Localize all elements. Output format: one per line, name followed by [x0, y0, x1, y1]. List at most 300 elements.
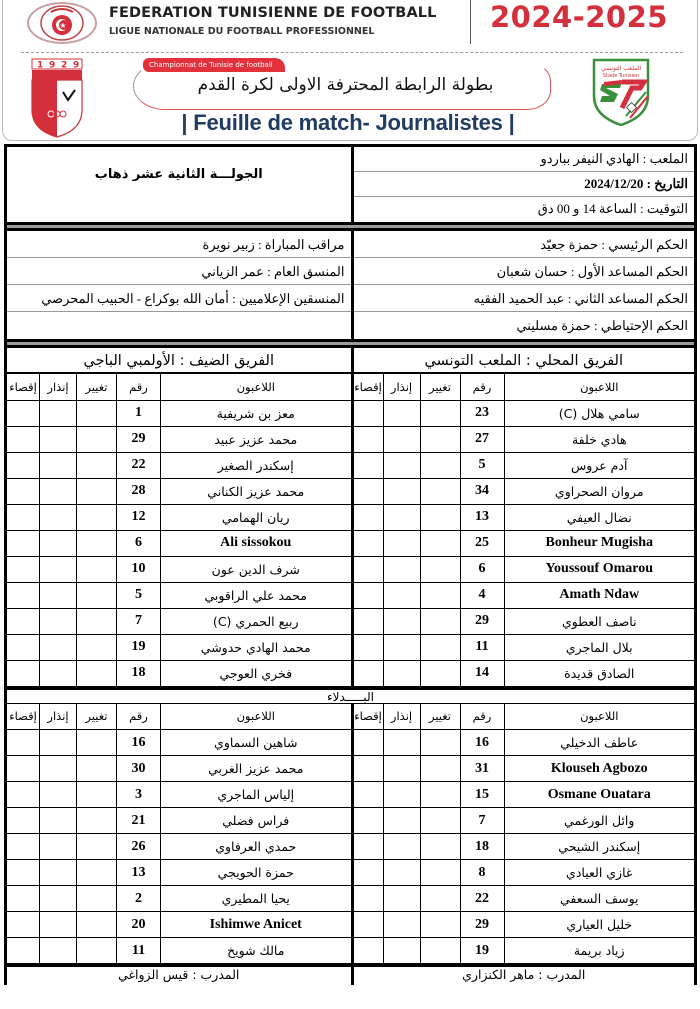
player-number: 15 [460, 782, 504, 808]
substitution-cell [420, 530, 460, 556]
column-header-substitution: تغيير [77, 374, 117, 400]
sheet-title: | Feuille de match- Journalistes | [181, 110, 515, 135]
player-number: 6 [460, 556, 504, 582]
player-number: 7 [460, 808, 504, 834]
player-row [7, 426, 351, 452]
player-name: معز بن شريفية [161, 400, 351, 426]
player-name: شاهين السماوي [161, 730, 351, 756]
player-name: Osmane Ouatara [504, 782, 694, 808]
warning-cell [40, 608, 77, 634]
player-row [7, 756, 351, 782]
player-number: 3 [117, 782, 161, 808]
expulsion-cell [354, 886, 384, 912]
warning-cell [40, 634, 77, 660]
substitution-cell [420, 808, 460, 834]
expulsion-cell [7, 582, 40, 608]
warning-cell [40, 660, 77, 686]
expulsion-cell [7, 886, 40, 912]
player-name: حمدي العرفاوي [161, 834, 351, 860]
player-name: وائل الورغمي [504, 808, 694, 834]
officials [4, 231, 697, 339]
column-header-number: رقم [460, 374, 504, 400]
warning-cell [383, 582, 420, 608]
substitution-cell [420, 452, 460, 478]
assistant1-field: الحكم المساعد الأول : حسان شعبان [354, 258, 695, 285]
player-row [7, 730, 351, 756]
home-starters-table [354, 374, 695, 687]
expulsion-cell [7, 608, 40, 634]
warning-cell [40, 860, 77, 886]
svg-text:2: 2 [61, 60, 68, 71]
expulsion-cell [7, 808, 40, 834]
warning-cell [40, 400, 77, 426]
substitution-cell [77, 886, 117, 912]
substitution-cell [77, 660, 117, 686]
substitution-cell [420, 782, 460, 808]
svg-text:9: 9 [49, 60, 56, 71]
player-row [354, 582, 695, 608]
player-row [7, 530, 351, 556]
round-cell [7, 147, 351, 222]
championship-arabic-title: بطولة الرابطة المحترفة الاولى لكرة القدم [197, 75, 494, 95]
substitution-cell [420, 608, 460, 634]
player-name: فراس فضلي [161, 808, 351, 834]
expulsion-cell [7, 400, 40, 426]
expulsion-cell [354, 782, 384, 808]
substitution-cell [77, 478, 117, 504]
player-name: فخري العوجي [161, 660, 351, 686]
expulsion-cell [7, 478, 40, 504]
player-row [354, 426, 695, 452]
expulsion-cell [354, 860, 384, 886]
substitution-cell [77, 634, 117, 660]
home-subs-table [354, 704, 695, 965]
olympique-beja-logo-icon [31, 58, 83, 138]
away-subs-table [7, 704, 351, 965]
player-row [354, 808, 695, 834]
warning-cell [40, 582, 77, 608]
substitution-cell [77, 582, 117, 608]
substitution-cell [77, 400, 117, 426]
substitution-cell [420, 834, 460, 860]
player-number: 20 [117, 912, 161, 938]
column-header-number: رقم [117, 704, 161, 730]
warning-cell [383, 756, 420, 782]
substitution-cell [77, 782, 117, 808]
column-header-substitution: تغيير [420, 374, 460, 400]
column-header-players: اللاعبون [161, 374, 351, 400]
substitution-cell [420, 426, 460, 452]
player-number: 19 [117, 634, 161, 660]
warning-cell [383, 730, 420, 756]
expulsion-cell [7, 426, 40, 452]
roster-header-row [354, 374, 695, 400]
coordinators [7, 231, 351, 339]
column-header-expulsion: إقصاء [7, 374, 40, 400]
player-name: عاطف الدخيلي [504, 730, 694, 756]
expulsion-cell [354, 582, 384, 608]
expulsion-cell [354, 912, 384, 938]
player-number: 28 [117, 478, 161, 504]
section-separator [4, 339, 697, 348]
column-header-substitution: تغيير [77, 704, 117, 730]
warning-cell [383, 782, 420, 808]
expulsion-cell [354, 556, 384, 582]
away-team [7, 348, 351, 687]
substitution-cell [77, 452, 117, 478]
expulsion-cell [7, 730, 40, 756]
player-number: 22 [460, 886, 504, 912]
expulsion-cell [354, 808, 384, 834]
section-separator [4, 222, 697, 231]
substitution-cell [77, 608, 117, 634]
player-row [7, 582, 351, 608]
player-number: 29 [460, 912, 504, 938]
expulsion-cell [7, 938, 40, 964]
player-name: إسكندر الشيحي [504, 834, 694, 860]
player-number: 10 [117, 556, 161, 582]
warning-cell [383, 400, 420, 426]
stadium-field: الملعب : الهادي النيفر بباردو [354, 147, 695, 172]
player-row [7, 452, 351, 478]
expulsion-cell [354, 452, 384, 478]
player-name: ناصف العطوي [504, 608, 694, 634]
warning-cell [40, 834, 77, 860]
player-name: Ali sissokou [161, 530, 351, 556]
roster-header-row [7, 374, 351, 400]
expulsion-cell [7, 756, 40, 782]
away-coach: المدرب : قيس الزواغي [118, 967, 240, 982]
substitution-cell [420, 730, 460, 756]
player-name: يوسف السعفي [504, 886, 694, 912]
player-row [7, 608, 351, 634]
expulsion-cell [354, 478, 384, 504]
expulsion-cell [7, 782, 40, 808]
expulsion-cell [354, 530, 384, 556]
substitution-cell [77, 938, 117, 964]
player-name: محمد عزيز الكناني [161, 478, 351, 504]
warning-cell [40, 782, 77, 808]
substitution-cell [77, 504, 117, 530]
svg-text:9: 9 [73, 60, 80, 71]
expulsion-cell [7, 634, 40, 660]
player-row [7, 478, 351, 504]
coaches [4, 964, 697, 985]
player-number: 13 [460, 504, 504, 530]
starting-lineups [4, 348, 697, 687]
warning-cell [40, 912, 77, 938]
warning-cell [383, 504, 420, 530]
substitution-cell [420, 860, 460, 886]
column-header-warning: إنذار [383, 374, 420, 400]
expulsion-cell [7, 504, 40, 530]
player-number: 21 [117, 808, 161, 834]
substitution-cell [420, 582, 460, 608]
player-number: 18 [117, 660, 161, 686]
warning-cell [40, 938, 77, 964]
column-header-number: رقم [460, 704, 504, 730]
warning-cell [383, 556, 420, 582]
player-row [354, 660, 695, 686]
column-header-warning: إنذار [40, 704, 77, 730]
player-name: مالك شويخ [161, 938, 351, 964]
substitution-cell [420, 556, 460, 582]
column-header-players: اللاعبون [504, 374, 694, 400]
substitution-cell [77, 912, 117, 938]
player-number: 11 [460, 634, 504, 660]
player-name: مروان الصحراوي [504, 478, 694, 504]
warning-cell [40, 886, 77, 912]
player-name: محمد عزيز الغربي [161, 756, 351, 782]
warning-cell [383, 530, 420, 556]
header-banner [2, 0, 698, 141]
player-name: محمد عزيز عبيد [161, 426, 351, 452]
player-number: 12 [117, 504, 161, 530]
dashed-divider [21, 52, 683, 53]
player-name: ريان الهمامي [161, 504, 351, 530]
federation-title: FEDERATION TUNISIENNE DE FOOTBALL [109, 5, 437, 21]
player-number: 16 [117, 730, 161, 756]
player-name: ربيع الحمري (C) [161, 608, 351, 634]
player-name: هادي خلفة [504, 426, 694, 452]
general-coordinator-field: المنسق العام : عمر الزياني [7, 258, 351, 285]
column-header-warning: إنذار [40, 374, 77, 400]
player-name: يحيا المطيري [161, 886, 351, 912]
player-row [354, 912, 695, 938]
substitutes-title: البـــــدلاء [4, 687, 697, 704]
divider [470, 0, 471, 44]
player-row [7, 938, 351, 964]
fourth-official-field: الحكم الإحتياطي : حمزة مسليني [516, 318, 688, 333]
player-number: 7 [117, 608, 161, 634]
warning-cell [383, 426, 420, 452]
home-team-title: الفريق المحلي : الملعب التونسي [354, 348, 695, 374]
player-number: 5 [460, 452, 504, 478]
warning-cell [383, 608, 420, 634]
commissioner-field: مراقب المباراة : زبير نويرة [7, 231, 351, 258]
warning-cell [383, 660, 420, 686]
player-row [354, 608, 695, 634]
expulsion-cell [354, 504, 384, 530]
expulsion-cell [7, 912, 40, 938]
substitution-cell [420, 504, 460, 530]
assistant2-field: الحكم المساعد الثاني : عبد الحميد الفقيه [354, 285, 695, 312]
match-info [4, 144, 697, 222]
player-number: 29 [460, 608, 504, 634]
player-name: Ishimwe Anicet [161, 912, 351, 938]
player-number: 23 [460, 400, 504, 426]
column-header-expulsion: إقصاء [354, 704, 384, 730]
player-name: Bonheur Mugisha [504, 530, 694, 556]
expulsion-cell [354, 426, 384, 452]
warning-cell [383, 478, 420, 504]
warning-cell [383, 808, 420, 834]
warning-cell [383, 886, 420, 912]
player-name: حمزة الحويجي [161, 860, 351, 886]
player-row [354, 634, 695, 660]
player-number: 6 [117, 530, 161, 556]
player-row [7, 886, 351, 912]
warning-cell [40, 756, 77, 782]
player-name: Amath Ndaw [504, 582, 694, 608]
substitution-cell [420, 478, 460, 504]
expulsion-cell [7, 660, 40, 686]
player-row [7, 504, 351, 530]
player-name: Klouseh Agbozo [504, 756, 694, 782]
federation-logo-icon [27, 2, 97, 44]
player-number: 34 [460, 478, 504, 504]
svg-text:Stade Tunisien: Stade Tunisien [602, 73, 640, 79]
home-subs [351, 704, 695, 965]
player-row [354, 452, 695, 478]
player-row [7, 782, 351, 808]
warning-cell [383, 634, 420, 660]
player-row [354, 860, 695, 886]
player-number: 5 [117, 582, 161, 608]
substitution-cell [420, 912, 460, 938]
warning-cell [40, 452, 77, 478]
warning-cell [383, 834, 420, 860]
player-row [354, 938, 695, 964]
player-name: Youssouf Omarou [504, 556, 694, 582]
home-coach: المدرب : ماهر الكنزاري [351, 967, 695, 985]
expulsion-cell [7, 530, 40, 556]
away-team-title: الفريق الضيف : الأولمبي الباجي [7, 348, 351, 374]
player-name: آدم عروس [504, 452, 694, 478]
substitution-cell [77, 556, 117, 582]
player-row [354, 478, 695, 504]
substitution-cell [77, 730, 117, 756]
player-number: 31 [460, 756, 504, 782]
roster-header-row [7, 704, 351, 730]
player-row [7, 834, 351, 860]
player-row [7, 912, 351, 938]
player-number: 29 [117, 426, 161, 452]
substitution-cell [420, 400, 460, 426]
stade-tunisien-logo-icon [592, 58, 650, 126]
player-row [354, 530, 695, 556]
player-name: سامي هلال (C) [504, 400, 694, 426]
warning-cell [383, 860, 420, 886]
substitution-cell [77, 756, 117, 782]
referees [351, 231, 695, 339]
warning-cell [40, 730, 77, 756]
player-number: 2 [117, 886, 161, 912]
player-number: 19 [460, 938, 504, 964]
player-name: إلياس الماجري [161, 782, 351, 808]
season-label: 2024-2025 [490, 0, 668, 34]
substitution-cell [420, 634, 460, 660]
expulsion-cell [7, 860, 40, 886]
player-name: نضال العيفي [504, 504, 694, 530]
player-number: 11 [117, 938, 161, 964]
expulsion-cell [354, 756, 384, 782]
player-row [7, 400, 351, 426]
warning-cell [40, 478, 77, 504]
player-number: 4 [460, 582, 504, 608]
player-row [7, 634, 351, 660]
player-number: 18 [460, 834, 504, 860]
player-name: زياد بريمة [504, 938, 694, 964]
player-row [7, 660, 351, 686]
home-team [351, 348, 695, 687]
player-row [354, 834, 695, 860]
warning-cell [383, 452, 420, 478]
svg-text:الملعب التونسي: الملعب التونسي [600, 65, 642, 72]
substitution-cell [420, 756, 460, 782]
expulsion-cell [354, 730, 384, 756]
expulsion-cell [354, 834, 384, 860]
column-header-warning: إنذار [383, 704, 420, 730]
column-header-expulsion: إقصاء [7, 704, 40, 730]
player-number: 1 [117, 400, 161, 426]
player-row [354, 504, 695, 530]
expulsion-cell [7, 556, 40, 582]
substitution-cell [420, 938, 460, 964]
empty-field [7, 312, 351, 339]
player-name: الصادق قديدة [504, 660, 694, 686]
substitution-cell [420, 886, 460, 912]
player-row [7, 808, 351, 834]
substitution-cell [420, 660, 460, 686]
player-number: 27 [460, 426, 504, 452]
player-number: 14 [460, 660, 504, 686]
player-name: خليل العياري [504, 912, 694, 938]
substitution-cell [77, 834, 117, 860]
player-row [354, 756, 695, 782]
player-row [7, 556, 351, 582]
player-name: إسكندر الصغير [161, 452, 351, 478]
player-row [354, 400, 695, 426]
date-field: التاريخ : 2024/12/20 [354, 172, 695, 197]
away-starters-table [7, 374, 351, 687]
substitution-cell [77, 808, 117, 834]
player-name: شرف الدين عون [161, 556, 351, 582]
player-number: 8 [460, 860, 504, 886]
time-field: التوقيت : الساعة 14 و 00 دق [537, 201, 688, 216]
expulsion-cell [354, 400, 384, 426]
round-label: الجولـــة الثانية عشر ذهاب [94, 167, 263, 182]
warning-cell [40, 504, 77, 530]
player-name: محمد الهادي حدوشي [161, 634, 351, 660]
away-subs [7, 704, 351, 965]
media-coordinators-field: المنسقين الإعلاميين : أمان الله بوكراع - الحبيب المحرصي [7, 285, 351, 312]
substitution-cell [77, 530, 117, 556]
expulsion-cell [354, 608, 384, 634]
player-name: غازي العيادي [504, 860, 694, 886]
match-sheet [4, 144, 697, 985]
warning-cell [40, 530, 77, 556]
player-row [354, 730, 695, 756]
column-header-players: اللاعبون [504, 704, 694, 730]
match-info-details [351, 147, 695, 222]
player-row [354, 886, 695, 912]
league-subtitle: LIGUE NATIONALE DU FOOTBALL PROFESSIONNEL [109, 26, 375, 37]
column-header-substitution: تغيير [420, 704, 460, 730]
svg-text:1: 1 [37, 60, 44, 71]
player-name: بلال الماجري [504, 634, 694, 660]
player-name: محمد علي الراقوبي [161, 582, 351, 608]
column-header-number: رقم [117, 374, 161, 400]
referee-field: الحكم الرئيسي : حمزة جعيّد [354, 231, 695, 258]
player-number: 26 [117, 834, 161, 860]
player-number: 13 [117, 860, 161, 886]
warning-cell [40, 556, 77, 582]
player-number: 16 [460, 730, 504, 756]
player-number: 30 [117, 756, 161, 782]
warning-cell [40, 808, 77, 834]
player-number: 22 [117, 452, 161, 478]
